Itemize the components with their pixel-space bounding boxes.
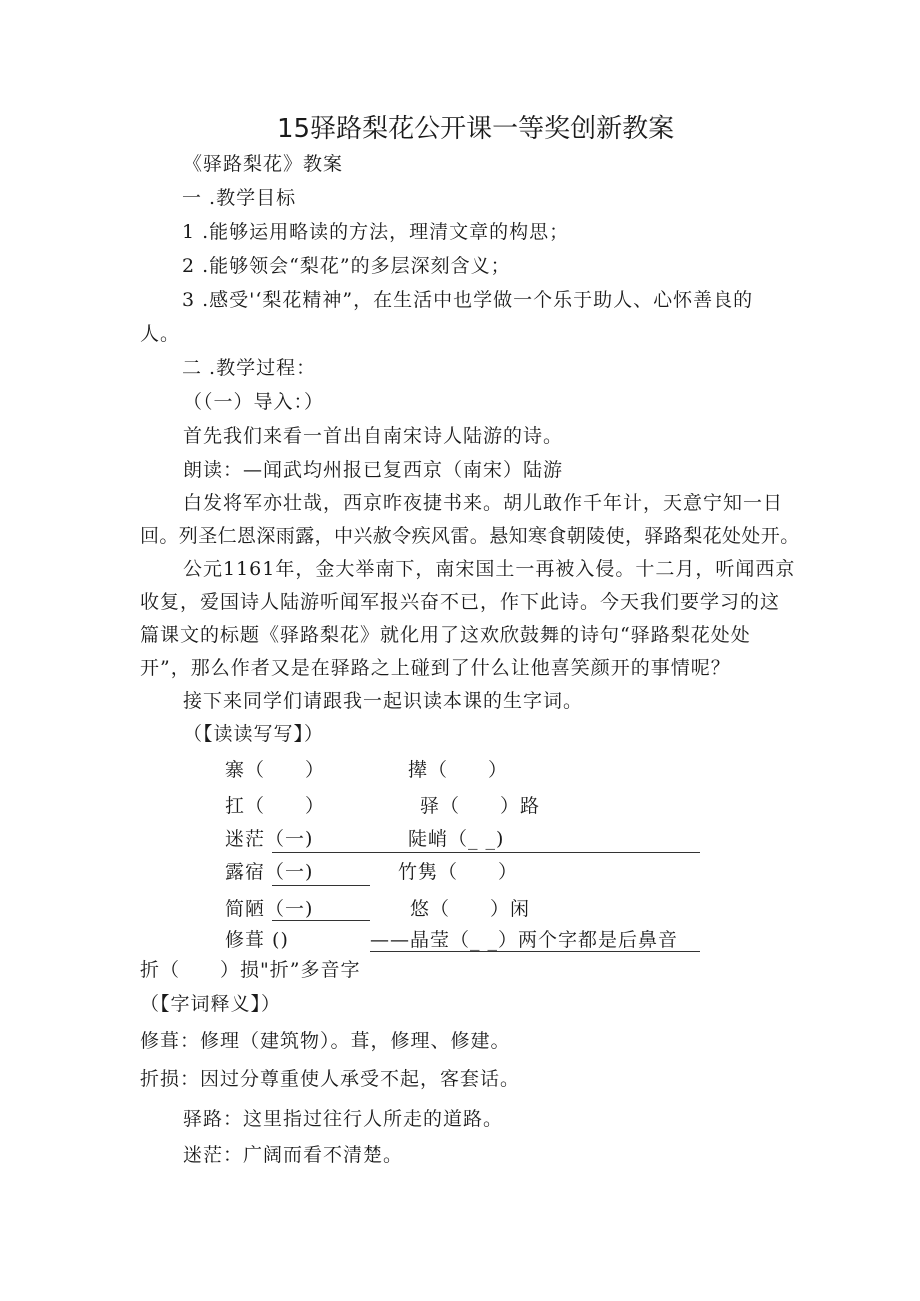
- paragraph-3-line-1: 公元1161年，金大举南下，南宋国土一再被入侵。十二月，听闻西京: [183, 558, 796, 580]
- goal-3-cont: 人。: [140, 323, 181, 345]
- gloss-yilu: 驿路：这里指过往行人所走的道路。: [183, 1108, 504, 1130]
- goal-3: 3 .感受'‘梨花精神”，在生活中也学做一个乐于助人、心怀善良的: [182, 289, 754, 311]
- vocab-zhesun: 折（ ）损"折”多音字: [140, 959, 361, 981]
- underline-row-4: [272, 885, 370, 886]
- vocab-kang: 扛（ ）: [225, 795, 326, 817]
- section-heading-process: 二 .教学过程：: [182, 357, 317, 379]
- vocab-douqiao: 陡峭（_ _): [408, 828, 505, 850]
- paragraph-2: 朗读：—闻武均州报已复西京（南宋）陆游: [183, 459, 564, 481]
- poem-line-2: 回。列圣仁恩深雨露，中兴赦令疾风雷。悬知寒食朝陵使，驿路梨花处处开。: [140, 525, 800, 547]
- vocab-jingying: ——晶莹（_ _）两个字都是后鼻音: [370, 929, 679, 951]
- glossary-heading: （【字词释义】）: [140, 993, 282, 1015]
- vocab-mimang: 迷茫（一): [225, 828, 314, 850]
- read-write-heading: （【读读写写】）: [183, 723, 325, 745]
- vocab-jianlou: 简陋（一): [225, 898, 314, 920]
- goal-2: 2 .能够领会“梨花”的多层深刻含义；: [182, 255, 511, 277]
- poem-line-1: 白发将军亦壮哉，西京昨夜捷书来。胡儿敢作千年计，天意宁知一日: [183, 492, 784, 514]
- vocab-xiuqi: 修葺 (): [225, 929, 289, 951]
- intro-heading: （（一）导入：）: [183, 391, 325, 413]
- vocab-zhujuan: 竹隽（ ）: [398, 861, 519, 883]
- section-heading-goals: 一 .教学目标: [182, 187, 297, 209]
- subtitle: 《驿路梨花》教案: [183, 153, 344, 175]
- vocab-lusu: 露宿（一): [225, 861, 314, 883]
- paragraph-3-line-4: 开”，那么作者又是在驿路之上碰到了什么让他喜笑颜开的事情呢？: [140, 657, 731, 679]
- paragraph-3-line-3: 篇课文的标题《驿路梨花》就化用了这欢欣鼓舞的诗句“驿路梨花处处: [140, 624, 751, 646]
- gloss-mimang: 迷茫：广阔而看不清楚。: [183, 1144, 404, 1166]
- gloss-xiuqi: 修葺：修理（建筑物）。葺，修理、修建。: [140, 1030, 511, 1052]
- gloss-zhesun: 折损：因过分尊重使人承受不起，客套话。: [140, 1068, 521, 1090]
- paragraph-3-line-2: 收复，爱国诗人陆游听闻军报兴奋不已，作下此诗。今天我们要学习的这: [140, 591, 781, 613]
- underline-row-3: [272, 852, 700, 853]
- goal-1: 1 .能够运用略读的方法，理清文章的构思；: [182, 221, 570, 243]
- vocab-zhai: 寨（ ）: [225, 759, 326, 781]
- paragraph-1: 首先我们来看一首出自南宋诗人陆游的诗。: [183, 425, 564, 447]
- vocab-yilu: 驿（ ）路: [420, 795, 541, 817]
- underline-row-5: [272, 920, 370, 921]
- page-title: 15驿路梨花公开课一等奖创新教案: [277, 114, 675, 144]
- paragraph-4: 接下来同学们请跟我一起识读本课的生字词。: [183, 690, 584, 712]
- vocab-youxian: 悠（ ）闲: [410, 898, 531, 920]
- vocab-nian: 撵（ ）: [408, 759, 509, 781]
- underline-row-6: [370, 951, 700, 952]
